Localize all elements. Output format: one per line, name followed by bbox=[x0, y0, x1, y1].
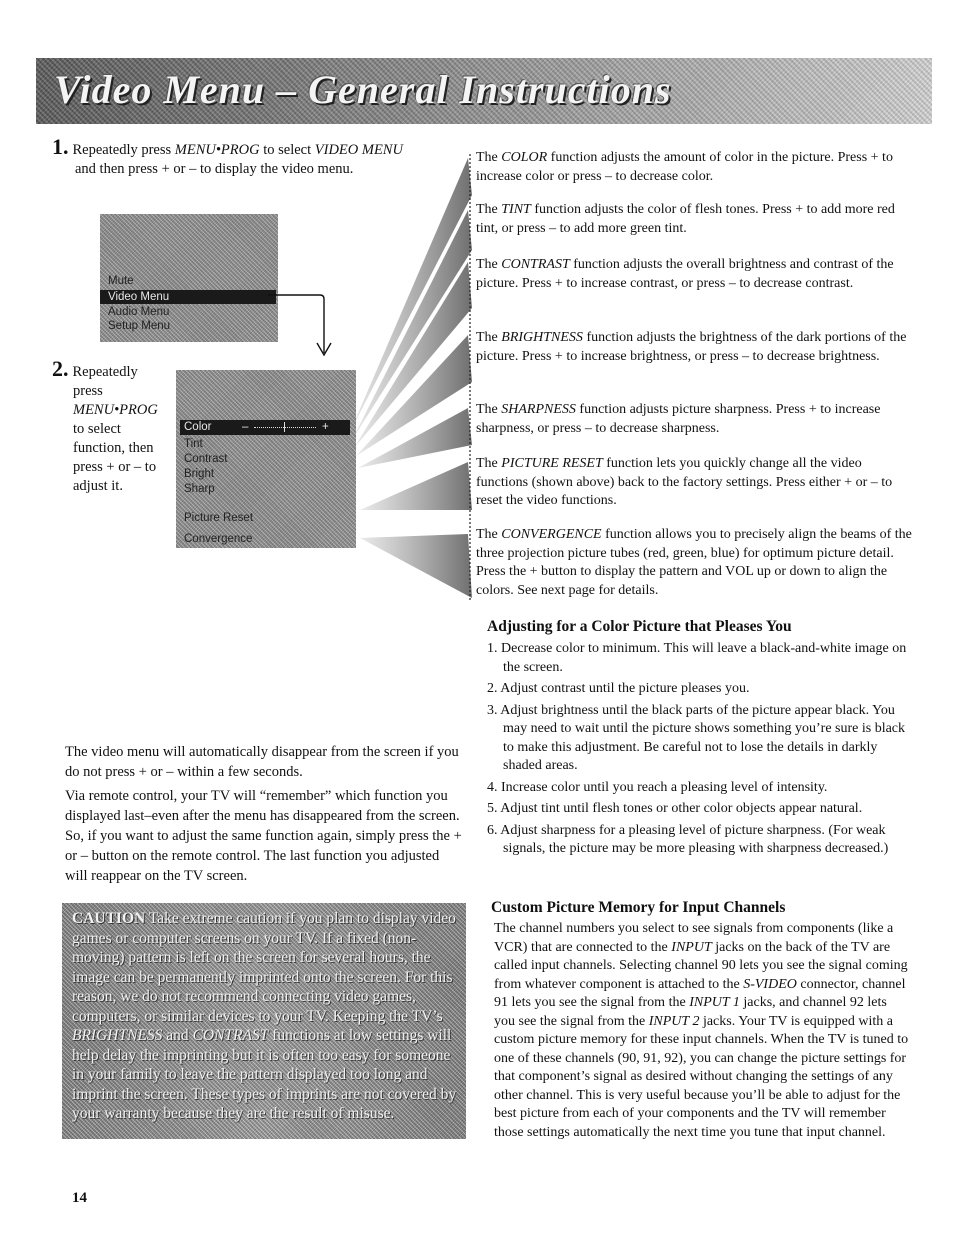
caution-em-contrast: CONTRAST bbox=[192, 1027, 269, 1044]
function-convergence bbox=[476, 526, 916, 600]
list-item: 3. Adjust brightness until the black parts of the picture appear black. You may need to wait until the picture shows something you’re sure is black to make this adjustment. Be careful not to lose the details in darkly shaded areas. bbox=[487, 702, 906, 773]
menu-item-video-menu-selected: Video Menu bbox=[100, 290, 276, 304]
page-number: 14 bbox=[72, 1190, 87, 1206]
list-item: 2. Adjust contrast until the picture pleases you. bbox=[487, 681, 750, 696]
custom-em-input-2: INPUT 2 bbox=[648, 1013, 700, 1029]
step-2 bbox=[52, 356, 182, 496]
function-tint-post: function adjusts the color of flesh tones. Press + to add more red tint, or press – to add more green tint. bbox=[476, 202, 895, 236]
step-2-line1: Repeatedly bbox=[72, 364, 138, 380]
custom-text-3: connector, channel 91 lets you see the signal from the bbox=[494, 976, 906, 1010]
menu-item-setup-menu: Setup Menu bbox=[108, 320, 171, 332]
list-item: 6. Adjust sharpness for a pleasing level of picture sharpness. (For weak signals, the picture may be more pleasing with sharpness decreased.) bbox=[487, 822, 889, 856]
custom-memory-paragraph bbox=[494, 920, 910, 1142]
step-2-line4: to select bbox=[73, 421, 121, 437]
step-2-line7: adjust it. bbox=[73, 478, 123, 494]
custom-text-2: jacks on the back of the TV are called input channels. Selecting channel 90 lets you see the signal coming from whatever component is attached to the bbox=[494, 939, 908, 992]
title-banner bbox=[36, 58, 932, 124]
video-menu-convergence: Convergence bbox=[184, 533, 253, 545]
function-brightness-post: function adjusts the brightness of the dark portions of the picture. Press + to increase brightness, or press – to decrease brightness. bbox=[476, 330, 907, 364]
function-convergence-post: function allows you to precisely align the beams of the three projection picture tubes (red, green, blue) for optimum picture detail. Press the + button to display the pattern and VOL up or down to align the colors. See next page for details. bbox=[476, 527, 912, 598]
function-color-name: COLOR bbox=[501, 150, 548, 165]
adjusting-list bbox=[487, 640, 907, 862]
function-brightness-pre: The bbox=[476, 330, 502, 345]
step-2-line5: function, then bbox=[73, 440, 154, 456]
function-tint-name: TINT bbox=[501, 202, 531, 217]
menu-item-mute: Mute bbox=[108, 275, 134, 287]
function-tint-pre: The bbox=[476, 202, 502, 217]
video-menu-picture-reset: Picture Reset bbox=[184, 512, 254, 524]
function-picture-reset-pre: The bbox=[476, 456, 502, 471]
function-brightness-name: BRIGHTNESS bbox=[501, 330, 583, 345]
function-contrast-name: CONTRAST bbox=[501, 257, 570, 272]
caution-em-brightness: BRIGHTNESS bbox=[72, 1027, 163, 1044]
video-menu-contrast: Contrast bbox=[184, 453, 228, 465]
step-2-line2: press bbox=[73, 383, 103, 399]
function-brightness bbox=[476, 329, 916, 366]
caution-label: CAUTION bbox=[72, 910, 146, 927]
function-picture-reset-name: PICTURE RESET bbox=[501, 456, 603, 471]
custom-em-input-1: INPUT 1 bbox=[689, 995, 740, 1010]
function-color-post: function adjusts the amount of color in the picture. Press + to increase color or press – to decrease color. bbox=[476, 150, 893, 184]
list-item: 1. Decrease color to minimum. This will leave a black-and-white image on the screen. bbox=[487, 641, 907, 675]
step-1-line2: and then press + or – to display the video menu. bbox=[75, 161, 354, 177]
function-sharpness-name: SHARPNESS bbox=[501, 402, 576, 417]
video-menu-bright: Bright bbox=[184, 468, 215, 480]
remote-remember-paragraph: Via remote control, your TV will “remember” which function you displayed last–even after the menu has disappeared from the screen. So, if you want to adjust the same function again, simply press the + or – button on the remote control. The last function you adjusted will reappear on the TV screen. bbox=[65, 788, 462, 884]
step-2-key: MENU•PROG bbox=[73, 402, 158, 418]
step-1-text-mid: to select bbox=[259, 142, 315, 158]
list-item: 4. Increase color until you reach a pleasing level of intensity. bbox=[487, 779, 828, 795]
menu-arrow bbox=[268, 285, 338, 360]
video-menu-tint: Tint bbox=[184, 438, 203, 450]
step-1-key: MENU•PROG bbox=[174, 142, 260, 158]
function-color bbox=[476, 149, 916, 186]
main-menu-screen bbox=[100, 214, 278, 342]
video-menu-sharp: Sharp bbox=[184, 483, 215, 495]
step-1-target: VIDEO MENU bbox=[314, 142, 403, 158]
custom-text-5: jacks. Your TV is equipped with a custom picture memory for these input channels. When the TV is tuned to one of these channels (90, 91, 92), you can change the picture settings for that component’s signal as desired without changing the settings of any other channel. This is very useful because you’ll be able to adjust for the best picture from each of your components and the TV will remember those settings automatically the next time you tune that input channel. bbox=[494, 1013, 909, 1140]
function-contrast-pre: The bbox=[476, 257, 502, 272]
video-menu-screen bbox=[176, 370, 356, 548]
color-bar-minus: – bbox=[242, 421, 249, 433]
page-title: Video Menu – General Instructions bbox=[54, 67, 672, 112]
custom-em-s-video: S-VIDEO bbox=[743, 976, 797, 992]
function-sharpness bbox=[476, 401, 916, 438]
function-sharpness-post: function adjusts picture sharpness. Press + to increase sharpness, or press – to decrease sharpness. bbox=[476, 402, 881, 436]
step-1-number: 1. bbox=[52, 134, 69, 159]
caution-text-b: and bbox=[162, 1027, 193, 1044]
function-contrast bbox=[476, 256, 916, 293]
video-menu-color-selected bbox=[180, 420, 350, 435]
caution-text-c: functions at low settings will help delay the imprinting but it is often too easy for someone in your family to leave the pattern displayed too long and imprint the screen. These types of imprints are not covered by your warranty because they are the result of misuse. bbox=[72, 1027, 457, 1122]
menu-timeout-paragraph: The video menu will automatically disappear from the screen if you do not press + or – within a few seconds. bbox=[65, 744, 459, 780]
color-level-marker bbox=[284, 422, 285, 432]
custom-em-input: INPUT bbox=[671, 939, 712, 955]
function-picture-reset-post: function lets you quickly change all the video functions (shown above) back to the factory settings. Press either + or – to reset the video functions. bbox=[476, 456, 893, 508]
custom-text-1: The channel numbers you select to see signals from components (like a VCR) that are connected to the bbox=[494, 921, 894, 955]
callout-wedges bbox=[340, 150, 480, 610]
step-2-number: 2. bbox=[52, 356, 69, 381]
caution-text-a: Take extreme caution if you plan to display video games or computer screens on your TV. If a fixed (non-moving) pattern is left on the screen for several hours, the image can be permanently imprinted onto the screen. For this reason, we do not recommend connecting video games, computers, or similar devices to your TV. Keeping the TV’s bbox=[72, 910, 456, 1025]
function-sharpness-pre: The bbox=[476, 402, 502, 417]
function-convergence-name: CONVERGENCE bbox=[501, 527, 602, 542]
custom-text-4: jacks, and channel 92 lets you see the signal from the bbox=[494, 995, 887, 1029]
function-picture-reset bbox=[476, 455, 916, 511]
caution-box bbox=[62, 903, 466, 1139]
adjusting-heading: Adjusting for a Color Picture that Pleases You bbox=[487, 618, 792, 635]
menu-item-audio-menu: Audio Menu bbox=[108, 306, 170, 318]
caution-text bbox=[72, 909, 460, 1124]
list-item: 5. Adjust tint until flesh tones or other color objects appear natural. bbox=[487, 801, 863, 816]
function-color-pre: The bbox=[476, 150, 502, 165]
step-2-line6: press + or – to bbox=[73, 459, 157, 475]
function-contrast-post: function adjusts the overall brightness and contrast of the picture. Press + to increase contrast, or press – to decrease contrast. bbox=[476, 257, 894, 291]
function-tint bbox=[476, 201, 916, 238]
video-menu-color-label: Color bbox=[184, 421, 212, 433]
step-1-text-before: Repeatedly press bbox=[72, 142, 175, 158]
color-level-bar bbox=[254, 427, 316, 428]
color-bar-plus: + bbox=[322, 421, 329, 433]
function-convergence-pre: The bbox=[476, 527, 502, 542]
custom-memory-heading: Custom Picture Memory for Input Channels bbox=[491, 899, 786, 916]
